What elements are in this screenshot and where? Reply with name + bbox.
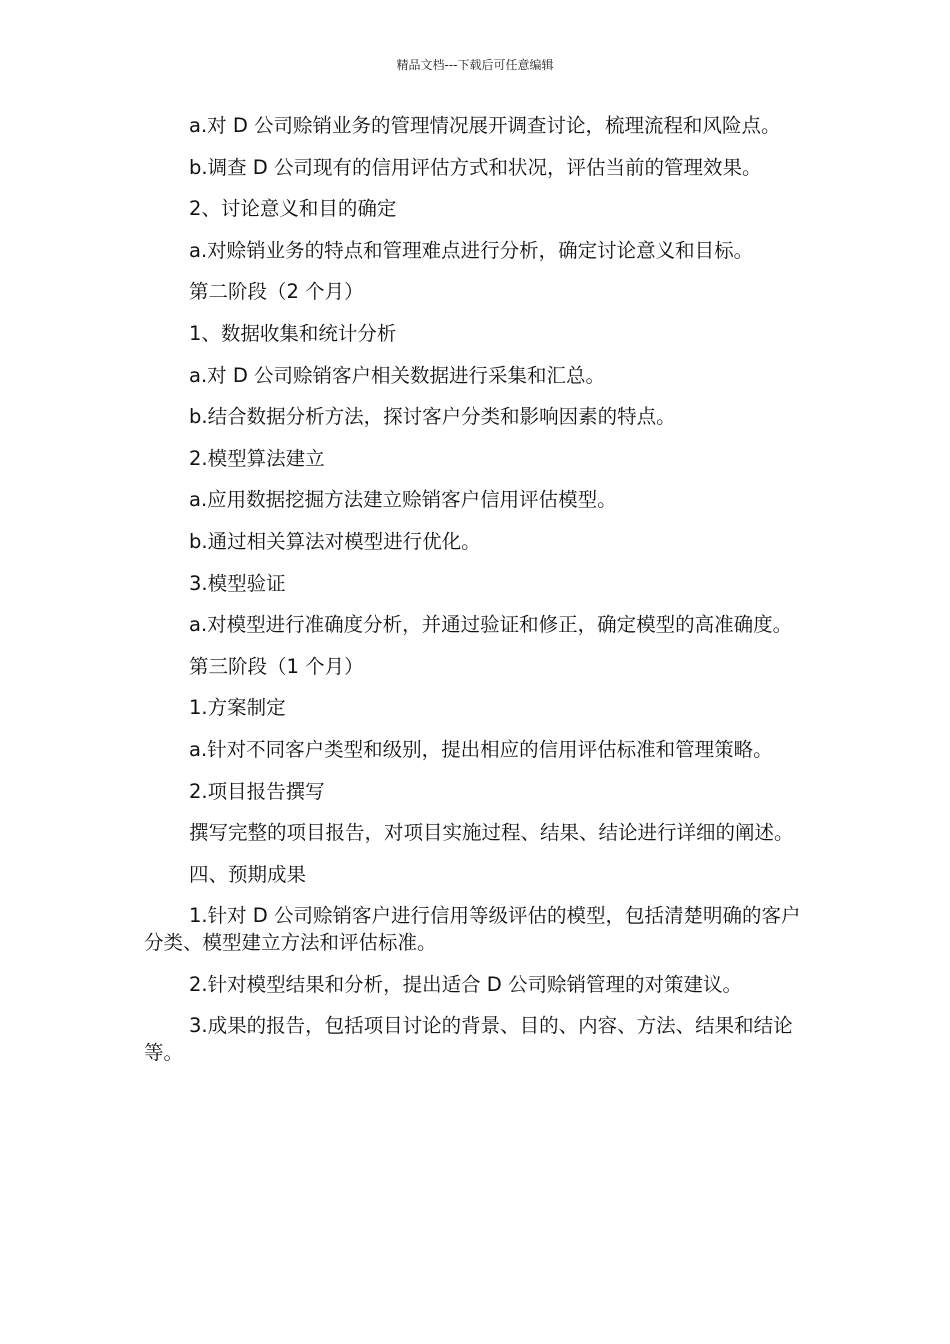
section-heading: 3.模型验证 xyxy=(189,571,286,595)
paragraph: 3.成果的报告，包括项目讨论的背景、目的、内容、方法、结果和结论等。 xyxy=(144,1014,793,1065)
section-heading: 1.方案制定 xyxy=(189,696,286,720)
stage-heading: 第三阶段（1 个月） xyxy=(189,654,364,678)
paragraph: a.应用数据挖掘方法建立赊销客户信用评估模型。 xyxy=(189,488,617,512)
paragraph: a.对 D 公司赊销客户相关数据进行采集和汇总。 xyxy=(189,363,606,387)
section-heading: 2、讨论意义和目的确定 xyxy=(189,197,397,221)
document-body xyxy=(144,112,809,1081)
section-heading: 1、数据收集和统计分析 xyxy=(189,321,397,345)
paragraph: b.调查 D 公司现有的信用评估方式和状况，评估当前的管理效果。 xyxy=(189,155,762,179)
paragraph: b.通过相关算法对模型进行优化。 xyxy=(189,529,481,553)
paragraph: 1.针对 D 公司赊销客户进行信用等级评估的模型，包括清楚明确的客户分类、模型建立方法和评估标准。 xyxy=(144,904,801,955)
paragraph: 2.针对模型结果和分析，提出适合 D 公司赊销管理的对策建议。 xyxy=(189,972,743,996)
paragraph: a.针对不同客户类型和级别，提出相应的信用评估标准和管理策略。 xyxy=(189,737,773,761)
section-heading: 2.项目报告撰写 xyxy=(189,779,325,803)
page-header: 精品文档---下载后可任意编辑 xyxy=(396,58,554,72)
section-heading: 2.模型算法建立 xyxy=(189,446,325,470)
paragraph: a.对 D 公司赊销业务的管理情况展开调查讨论，梳理流程和风险点。 xyxy=(189,114,781,137)
paragraph: b.结合数据分析方法，探讨客户分类和影响因素的特点。 xyxy=(189,405,676,429)
paragraph: a.对模型进行准确度分析，并通过验证和修正，确定模型的高准确度。 xyxy=(189,613,793,637)
paragraph: 撰写完整的项目报告，对项目实施过程、结果、结论进行详细的阐述。 xyxy=(189,821,794,845)
paragraph: a.对赊销业务的特点和管理难点进行分析，确定讨论意义和目标。 xyxy=(189,238,754,262)
stage-heading: 第二阶段（2 个月） xyxy=(189,280,364,304)
chapter-heading: 四、预期成果 xyxy=(189,862,307,886)
